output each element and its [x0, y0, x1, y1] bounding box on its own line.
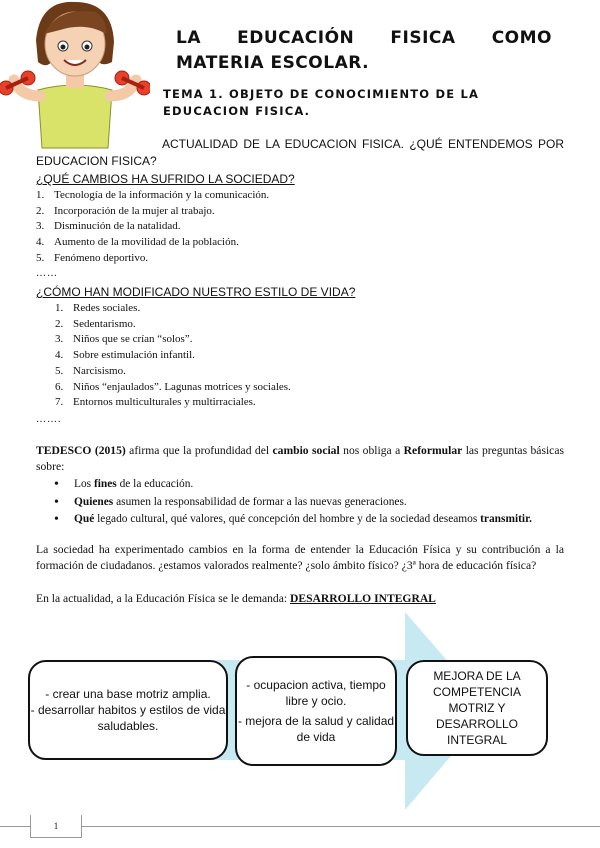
- list-item-number: 3.: [55, 333, 64, 346]
- list-item-number: 6.: [55, 380, 64, 393]
- tema-heading: TEMA 1. OBJETO DE CONOCIMIENTO DE LA EDUCACION FISICA.: [163, 87, 480, 118]
- section2-list: [55, 301, 555, 411]
- box3-text: MEJORA DE LA COMPETENCIA MOTRIZ Y DESARROLLO INTEGRAL: [432, 669, 521, 747]
- sociedad-paragraph: La sociedad ha experimentado cambios en la forma de entender la Educación Física y su contribución a la formación de ciudadanos. ¿estamos valorados realmente? ¿solo ámbito físico? ¿3ª hora de educación física?: [36, 543, 564, 572]
- list-item: [55, 332, 555, 348]
- bullet-bold: Quienes: [74, 495, 114, 508]
- list-item-number: 3.: [36, 220, 45, 233]
- list-item: [55, 301, 555, 317]
- title-line-1: LA EDUCACIÓN FISICA COMO: [176, 28, 552, 48]
- list-item-number: 1.: [36, 189, 45, 201]
- tedesco-text-3: las preguntas básicas sobre:: [36, 444, 564, 473]
- list-item-number: 5.: [36, 251, 45, 264]
- section1-ellipsis: ……: [36, 268, 58, 279]
- list-item-number: 7.: [55, 396, 64, 409]
- bullet-post: asumen la responsabilidad de formar a las nuevas generaciones.: [113, 495, 407, 508]
- tedesco-text-1: afirma que la profundidad del: [125, 444, 273, 457]
- footer-divider: [0, 826, 600, 827]
- section2-heading: ¿CÓMO HAN MODIFICADO NUESTRO ESTILO DE VIDA?: [36, 285, 356, 299]
- list-item: [36, 219, 556, 235]
- tedesco-bold-2: Reformular: [403, 444, 463, 457]
- list-item-text: Tecnología de la información y la comunicación.: [54, 189, 270, 201]
- list-item-text: Disminución de la natalidad.: [54, 220, 181, 233]
- list-item: [36, 188, 556, 204]
- demanda-bold: DESARROLLO INTEGRAL: [290, 592, 436, 605]
- box2-line-1: - ocupacion activa, tiempo libre y ocio.: [246, 678, 386, 708]
- tedesco-bullets: [52, 476, 564, 529]
- list-item-text: Niños “enjaulados”. Lagunas motrices y sociales.: [73, 380, 291, 393]
- list-item-text: Sedentarismo.: [73, 317, 136, 330]
- list-item-text: Sobre estimulación infantil.: [73, 349, 195, 362]
- bullet-bold2: transmitir.: [480, 513, 532, 525]
- list-item: [55, 364, 555, 380]
- tedesco-bold-1: cambio social: [272, 444, 340, 457]
- section2-ellipsis: …….: [36, 414, 62, 425]
- list-item-text: Aumento de la movilidad de la población.: [54, 236, 239, 249]
- list-item-text: Narcisismo.: [73, 364, 126, 377]
- list-item-text: Fenómeno deportivo.: [54, 251, 149, 264]
- actualidad-heading: ACTUALIDAD DE LA EDUCACION FISICA. ¿QUÉ ENTENDEMOS POR EDUCACION FISICA?: [36, 137, 564, 168]
- list-item: [36, 204, 556, 220]
- box1-line-1: - crear una base motriz amplia.: [45, 687, 211, 701]
- list-item: [36, 251, 556, 267]
- box2-line-2: - mejora de la salud y calidad de vida: [237, 714, 395, 744]
- list-item: [36, 235, 556, 251]
- list-item-number: 5.: [55, 364, 64, 377]
- tedesco-author: TEDESCO (2015): [36, 444, 126, 457]
- document-title: [176, 26, 552, 76]
- tedesco-text-2: nos obliga a: [339, 444, 404, 457]
- list-item-number: 4.: [55, 349, 64, 362]
- bullet-item: [52, 494, 564, 512]
- list-item-number: 1.: [55, 302, 64, 314]
- list-item-text: Entornos multiculturales y multirraciales.: [73, 396, 256, 409]
- bullet-item: [52, 476, 564, 494]
- diagram-box-3: [406, 660, 548, 756]
- section1-heading: ¿QUÉ CAMBIOS HA SUFRIDO LA SOCIEDAD?: [36, 172, 295, 186]
- girl-with-dumbbells-illustration: [0, 0, 150, 150]
- diagram-box-2: [235, 656, 397, 766]
- list-item-number: 2.: [55, 317, 64, 330]
- list-item-text: Redes sociales.: [73, 302, 141, 314]
- list-item-text: Niños que se crían “solos”.: [73, 333, 193, 346]
- title-line-2: MATERIA ESCOLAR.: [176, 53, 370, 73]
- list-item: [55, 317, 555, 333]
- section1-list: [36, 188, 556, 267]
- list-item-number: 2.: [36, 204, 45, 217]
- box1-line-2: - desarrollar habitos y estilos de vida saludables.: [30, 703, 226, 733]
- bullet-item: [52, 511, 564, 529]
- list-item: [55, 395, 555, 411]
- demanda-text: En la actualidad, a la Educación Física se le demanda:: [36, 592, 290, 605]
- bullet-pre: Los: [74, 478, 94, 490]
- bullet-post: legado cultural, qué valores, qué concepción del hombre y de la sociedad deseamos: [94, 513, 481, 525]
- list-item: [55, 348, 555, 364]
- bullet-bold: Qué: [74, 513, 95, 525]
- diagram-box-1: [28, 660, 228, 760]
- bullet-post: de la educación.: [116, 478, 194, 490]
- page-number: 1: [30, 815, 82, 838]
- list-item: [55, 380, 555, 396]
- list-item-text: Incorporación de la mujer al trabajo.: [54, 204, 215, 217]
- list-item-number: 4.: [36, 236, 45, 249]
- bullet-bold: fines: [93, 478, 117, 490]
- tedesco-paragraph: [36, 443, 564, 475]
